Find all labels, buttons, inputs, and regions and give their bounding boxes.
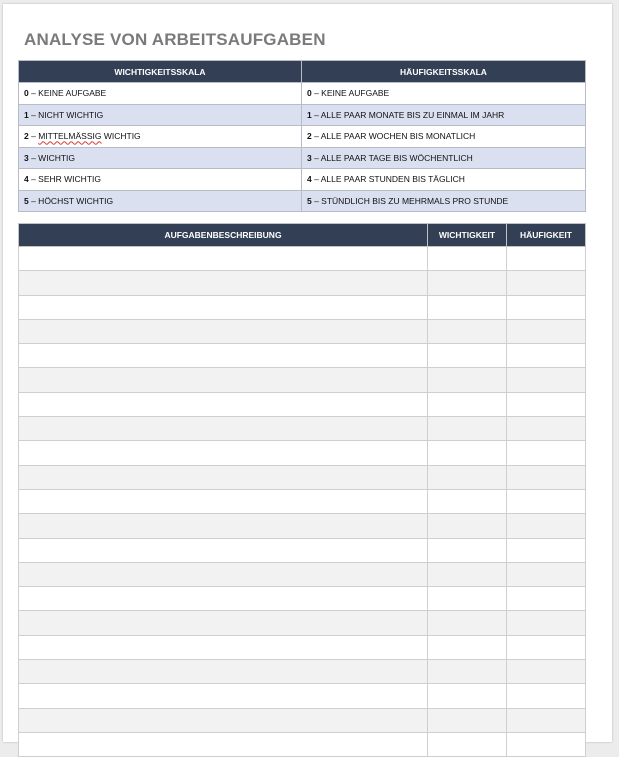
task-importance-cell[interactable] <box>428 271 507 295</box>
task-importance-cell[interactable] <box>428 732 507 756</box>
task-frequency-cell[interactable] <box>507 587 586 611</box>
importance-level: 4 <box>24 174 29 185</box>
scale-table <box>18 60 586 212</box>
task-description-cell[interactable] <box>19 271 428 295</box>
task-row <box>19 368 586 392</box>
task-description-cell[interactable] <box>19 489 428 513</box>
task-description-cell[interactable] <box>19 684 428 708</box>
task-frequency-cell[interactable] <box>507 635 586 659</box>
task-description-cell[interactable] <box>19 417 428 441</box>
frequency-cell[interactable] <box>302 126 586 148</box>
frequency-cell[interactable] <box>302 104 586 126</box>
task-importance-cell[interactable] <box>428 684 507 708</box>
task-importance-cell[interactable] <box>428 344 507 368</box>
task-description-cell[interactable] <box>19 611 428 635</box>
importance-cell[interactable] <box>19 104 302 126</box>
task-row <box>19 587 586 611</box>
task-importance-cell[interactable] <box>428 708 507 732</box>
importance-scale-header: WICHTIGKEITSSKALA <box>19 61 302 83</box>
importance-cell[interactable] <box>19 190 302 212</box>
task-frequency-cell[interactable] <box>507 295 586 319</box>
task-row <box>19 465 586 489</box>
task-row <box>19 660 586 684</box>
task-importance-cell[interactable] <box>428 635 507 659</box>
importance-cell[interactable] <box>19 126 302 148</box>
task-frequency-cell[interactable] <box>507 417 586 441</box>
task-frequency-cell[interactable] <box>507 611 586 635</box>
task-importance-cell[interactable] <box>428 562 507 586</box>
importance-level: 3 <box>24 152 29 163</box>
task-importance-cell[interactable] <box>428 368 507 392</box>
task-description-cell[interactable] <box>19 295 428 319</box>
importance-label-prefix: – <box>28 131 39 142</box>
task-frequency-cell[interactable] <box>507 708 586 732</box>
task-row <box>19 392 586 416</box>
task-importance-cell[interactable] <box>428 611 507 635</box>
task-description-cell[interactable] <box>19 392 428 416</box>
task-row <box>19 271 586 295</box>
task-importance-cell[interactable] <box>428 660 507 684</box>
task-importance-cell[interactable] <box>428 392 507 416</box>
task-frequency-cell[interactable] <box>507 247 586 271</box>
frequency-cell[interactable] <box>302 190 586 212</box>
task-header-row <box>19 224 586 247</box>
task-importance-cell[interactable] <box>428 538 507 562</box>
importance-label: – WICHTIG <box>28 152 76 163</box>
task-description-cell[interactable] <box>19 538 428 562</box>
frequency-scale-header: HÄUFIGKEITSSKALA <box>302 61 586 83</box>
scale-row <box>19 126 586 148</box>
scale-row <box>19 169 586 191</box>
task-table-body <box>19 247 586 757</box>
frequency-label: – ALLE PAAR MONATE BIS ZU EINMAL IM JAHR <box>311 109 505 120</box>
task-frequency-cell[interactable] <box>507 660 586 684</box>
importance-label: – KEINE AUFGABE <box>28 88 107 99</box>
task-importance-cell[interactable] <box>428 319 507 343</box>
task-description-cell[interactable] <box>19 368 428 392</box>
task-description-header: AUFGABENBESCHREIBUNG <box>19 224 428 247</box>
importance-cell[interactable] <box>19 83 302 105</box>
task-frequency-cell[interactable] <box>507 441 586 465</box>
page-title: ANALYSE VON ARBEITSAUFGABEN <box>24 30 326 49</box>
task-row <box>19 441 586 465</box>
task-description-cell[interactable] <box>19 732 428 756</box>
task-description-cell[interactable] <box>19 319 428 343</box>
task-row <box>19 708 586 732</box>
frequency-cell[interactable] <box>302 147 586 169</box>
task-frequency-cell[interactable] <box>507 489 586 513</box>
task-row <box>19 319 586 343</box>
task-row <box>19 344 586 368</box>
task-frequency-cell[interactable] <box>507 732 586 756</box>
importance-level: 0 <box>24 88 29 99</box>
task-importance-cell[interactable] <box>428 417 507 441</box>
task-frequency-cell[interactable] <box>507 465 586 489</box>
task-description-cell[interactable] <box>19 660 428 684</box>
frequency-level: 2 <box>307 131 312 142</box>
task-row <box>19 635 586 659</box>
task-importance-cell[interactable] <box>428 295 507 319</box>
frequency-level: 4 <box>307 174 312 185</box>
scale-row <box>19 104 586 126</box>
task-description-cell[interactable] <box>19 587 428 611</box>
importance-level: 2 <box>24 131 29 142</box>
task-frequency-cell[interactable] <box>507 562 586 586</box>
importance-label: – SEHR WICHTIG <box>28 174 101 185</box>
task-importance-cell[interactable] <box>428 247 507 271</box>
task-description-cell[interactable] <box>19 708 428 732</box>
task-description-cell[interactable] <box>19 247 428 271</box>
task-importance-cell[interactable] <box>428 489 507 513</box>
task-frequency-cell[interactable] <box>507 538 586 562</box>
frequency-level: 0 <box>307 88 312 99</box>
task-importance-cell[interactable] <box>428 514 507 538</box>
importance-level: 1 <box>24 109 29 120</box>
scale-row <box>19 83 586 105</box>
importance-level: 5 <box>24 195 29 206</box>
frequency-label: – ALLE PAAR WOCHEN BIS MONATLICH <box>311 131 476 142</box>
importance-cell[interactable] <box>19 147 302 169</box>
frequency-label: – KEINE AUFGABE <box>311 88 390 99</box>
task-description-cell[interactable] <box>19 344 428 368</box>
importance-label: – NICHT WICHTIG <box>28 109 104 120</box>
task-importance-cell[interactable] <box>428 587 507 611</box>
importance-label: – HÖCHST WICHTIG <box>28 195 114 206</box>
task-row <box>19 732 586 756</box>
task-frequency-cell[interactable] <box>507 344 586 368</box>
task-row <box>19 247 586 271</box>
task-row <box>19 514 586 538</box>
task-importance-cell[interactable] <box>428 441 507 465</box>
task-row <box>19 489 586 513</box>
task-table <box>18 223 586 757</box>
task-frequency-cell[interactable] <box>507 392 586 416</box>
frequency-level: 1 <box>307 109 312 120</box>
task-description-cell[interactable] <box>19 514 428 538</box>
task-description-cell[interactable] <box>19 635 428 659</box>
scale-header-row <box>19 61 586 83</box>
task-row <box>19 562 586 586</box>
task-frequency-cell[interactable] <box>507 319 586 343</box>
frequency-level: 3 <box>307 152 312 163</box>
task-frequency-cell[interactable] <box>507 368 586 392</box>
frequency-label: – ALLE PAAR TAGE BIS WÖCHENTLICH <box>311 152 473 163</box>
task-importance-cell[interactable] <box>428 465 507 489</box>
frequency-cell[interactable] <box>302 169 586 191</box>
scale-row <box>19 147 586 169</box>
frequency-label: – ALLE PAAR STUNDEN BIS TÄGLICH <box>311 174 465 185</box>
frequency-label: – STÜNDLICH BIS ZU MEHRMALS PRO STUNDE <box>311 195 509 206</box>
task-importance-header: WICHTIGKEIT <box>428 224 507 247</box>
task-frequency-cell[interactable] <box>507 271 586 295</box>
task-row <box>19 295 586 319</box>
frequency-cell[interactable] <box>302 83 586 105</box>
task-frequency-header: HÄUFIGKEIT <box>507 224 586 247</box>
spellcheck-flagged-word: MITTELMÄSSIG <box>38 131 102 142</box>
task-frequency-cell[interactable] <box>507 684 586 708</box>
task-frequency-cell[interactable] <box>507 514 586 538</box>
task-description-cell[interactable] <box>19 441 428 465</box>
task-row <box>19 611 586 635</box>
task-description-cell[interactable] <box>19 562 428 586</box>
task-row <box>19 417 586 441</box>
task-description-cell[interactable] <box>19 465 428 489</box>
document-page <box>3 4 612 742</box>
task-row <box>19 684 586 708</box>
task-row <box>19 538 586 562</box>
scale-row <box>19 190 586 212</box>
frequency-level: 5 <box>307 195 312 206</box>
importance-label-suffix: WICHTIG <box>101 131 141 142</box>
importance-cell[interactable] <box>19 169 302 191</box>
